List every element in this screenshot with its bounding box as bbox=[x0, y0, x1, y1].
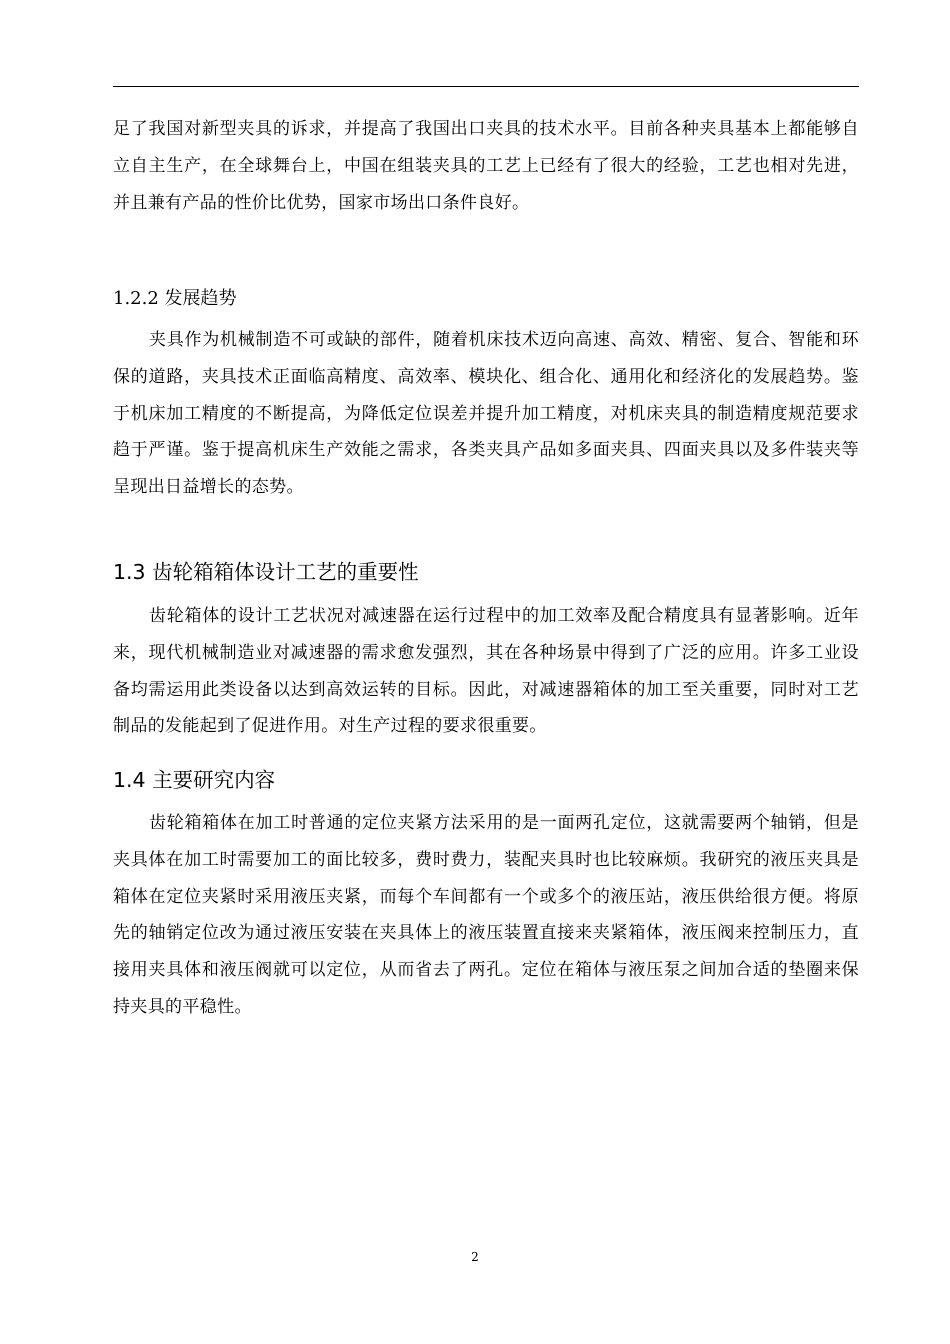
section-body-1-2-2: 夹具作为机械制造不可或缺的部件，随着机床技术迈向高速、高效、精密、复合、智能和环保的道路，夹具技术正面临高精度、高效率、模块化、组合化、通用化和经济化的发展趋势。鉴于机床加工精度的不断提高，为降低定位误差并提升加工精度，对机床夹具的制造精度规范要求趋于严谨。鉴于提高机床生产效能之需求，各类夹具产品如多面夹具、四面夹具以及多件装夹等呈现出日益增长的态势。 bbox=[113, 330, 859, 498]
section-1-4-body-block bbox=[113, 805, 859, 1026]
section-1-3 bbox=[113, 559, 859, 585]
intro-paragraph-block bbox=[113, 111, 859, 221]
intro-paragraph: 足了我国对新型夹具的诉求，并提高了我国出口夹具的技术水平。目前各种夹具基本上都能够自立自主生产，在全球舞台上，中国在组装夹具的工艺上已经有了很大的经验，工艺也相对先进，并且兼有产品的性价比优势，国家市场出口条件良好。 bbox=[113, 119, 859, 213]
section-1-4 bbox=[113, 767, 859, 793]
section-heading-1-4: 1.4 主要研究内容 bbox=[113, 768, 276, 792]
page-number: 2 bbox=[471, 1250, 479, 1264]
section-1-2-2-body-block bbox=[113, 322, 859, 506]
header-rule bbox=[113, 86, 859, 87]
section-heading-1-2-2: 1.2.2 发展趋势 bbox=[113, 288, 237, 309]
section-heading-1-3: 1.3 齿轮箱箱体设计工艺的重要性 bbox=[113, 560, 419, 584]
section-body-1-4: 齿轮箱箱体在加工时普通的定位夹紧方法采用的是一面两孔定位，这就需要两个轴销，但是夹具体在加工时需要加工的面比较多，费时费力，装配夹具时也比较麻烦。我研究的液压夹具是箱体在定位夹紧时采用液压夹紧，而每个车间都有一个或多个的液压站，液压供给很方便。将原先的轴销定位改为通过液压安装在夹具体上的液压装置直接来夹紧箱体，液压阀来控制压力，直接用夹具体和液压阀就可以定位，从而省去了两孔。定位在箱体与液压泵之间加合适的垫圈来保持夹具的平稳性。 bbox=[113, 813, 859, 1017]
section-1-2-2 bbox=[113, 287, 859, 311]
section-1-3-body-block bbox=[113, 598, 859, 745]
section-body-1-3: 齿轮箱体的设计工艺状况对减速器在运行过程中的加工效率及配合精度具有显著影响。近年来，现代机械制造业对减速器的需求愈发强烈，其在各种场景中得到了广泛的应用。许多工业设备均需运用此类设备以达到高效运转的目标。因此，对减速器箱体的加工至关重要，同时对工艺制品的发能起到了促进作用。对生产过程的要求很重要。 bbox=[113, 606, 859, 737]
